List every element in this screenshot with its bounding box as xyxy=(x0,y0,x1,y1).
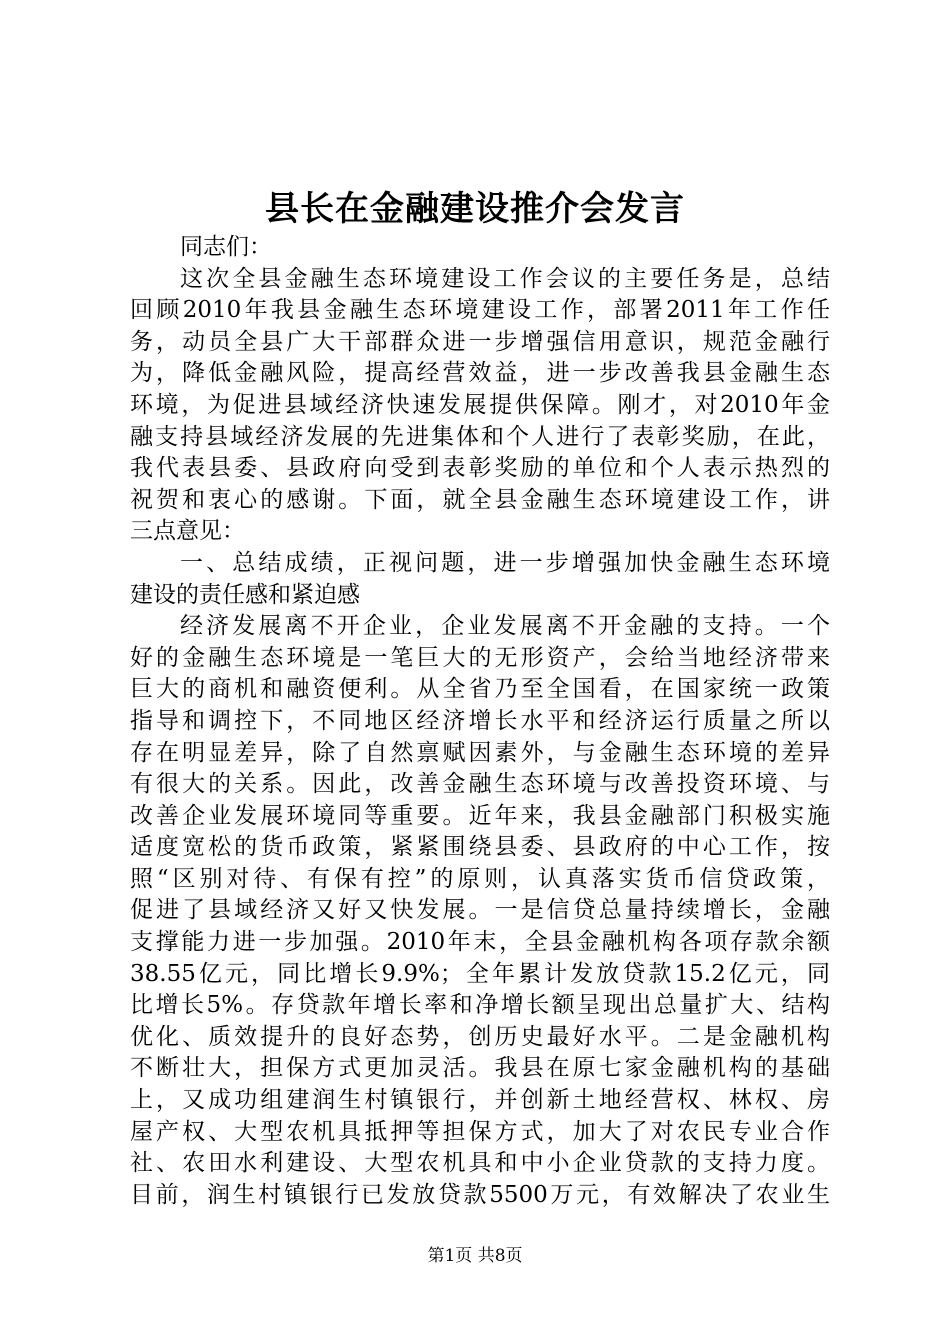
text-line: 38.55亿元，同比增长9.9%；全年累计发放贷款15.2亿元，同 xyxy=(130,960,830,987)
document-title: 县长在金融建设推介会发言 xyxy=(265,189,685,229)
section-heading-line: 建设的责任感和紧迫感 xyxy=(130,581,360,608)
text-line: 适度宽松的货币政策，紧紧围绕县委、县政府的中心工作，按 xyxy=(130,834,830,861)
text-line: 优化、质效提升的良好态势，创历史最好水平。二是金融机构 xyxy=(130,1023,830,1050)
text-line: 上，又成功组建润生村镇银行，并创新土地经营权、林权、房 xyxy=(130,1087,830,1114)
text-line: 融支持县域经济发展的先进集体和个人进行了表彰奖励，在此， xyxy=(130,423,830,450)
text-line: 回顾2010年我县金融生态环境建设工作，部署2011年工作任 xyxy=(130,297,830,324)
text-line: 照“区别对待、有保有控”的原则，认真落实货币信贷政策， xyxy=(130,865,830,892)
text-line: 这次全县金融生态环境建设工作会议的主要任务是，总结 xyxy=(180,265,830,292)
text-line: 比增长5%。存贷款年增长率和净增长额呈现出总量扩大、结构 xyxy=(130,992,830,1019)
text-line: 改善企业发展环境同等重要。近年来，我县金融部门积极实施 xyxy=(130,802,830,829)
text-line: 支撑能力进一步加强。2010年末，全县金融机构各项存款余额 xyxy=(130,929,830,956)
text-line: 巨大的商机和融资便利。从全省乃至全国看，在国家统一政策 xyxy=(130,676,830,703)
text-line: 社、农田水利建设、大型农机具和中小企业贷款的支持力度。 xyxy=(130,1150,830,1177)
text-line: 同志们： xyxy=(180,234,272,260)
text-line: 我代表县委、县政府向受到表彰奖励的单位和个人表示热烈的 xyxy=(130,455,830,482)
text-line: 祝贺和衷心的感谢。下面，就全县金融生态环境建设工作，讲 xyxy=(130,486,830,513)
text-line: 为，降低金融风险，提高经营效益，进一步改善我县金融生态 xyxy=(130,360,830,387)
text-line: 指导和调控下，不同地区经济增长水平和经济运行质量之所以 xyxy=(130,707,830,734)
text-line: 促进了县域经济又好又快发展。一是信贷总量持续增长，金融 xyxy=(130,897,830,924)
text-line: 好的金融生态环境是一笔巨大的无形资产，会给当地经济带来 xyxy=(130,644,830,671)
page-number-footer: 第1页 共8页 xyxy=(427,1246,523,1266)
text-line: 屋产权、大型农机具抵押等担保方式，加大了对农民专业合作 xyxy=(130,1118,830,1145)
section-heading-line: 一、总结成绩，正视问题，进一步增强加快金融生态环境 xyxy=(180,549,830,576)
document-body xyxy=(130,232,830,1211)
text-line: 环境，为促进县域经济快速发展提供保障。刚才，对2010年金 xyxy=(130,391,830,418)
text-line: 存在明显差异，除了自然禀赋因素外，与金融生态环境的差异 xyxy=(130,739,830,766)
text-line: 不断壮大，担保方式更加灵活。我县在原七家金融机构的基础 xyxy=(130,1055,830,1082)
text-line: 务，动员全县广大干部群众进一步增强信用意识，规范金融行 xyxy=(130,328,830,355)
text-line: 目前，润生村镇银行已发放贷款5500万元，有效解决了农业生 xyxy=(130,1181,830,1208)
text-line: 三点意见： xyxy=(130,518,245,545)
text-line: 经济发展离不开企业，企业发展离不开金融的支持。一个 xyxy=(180,613,830,640)
text-line: 有很大的关系。因此，改善金融生态环境与改善投资环境、与 xyxy=(130,771,830,798)
